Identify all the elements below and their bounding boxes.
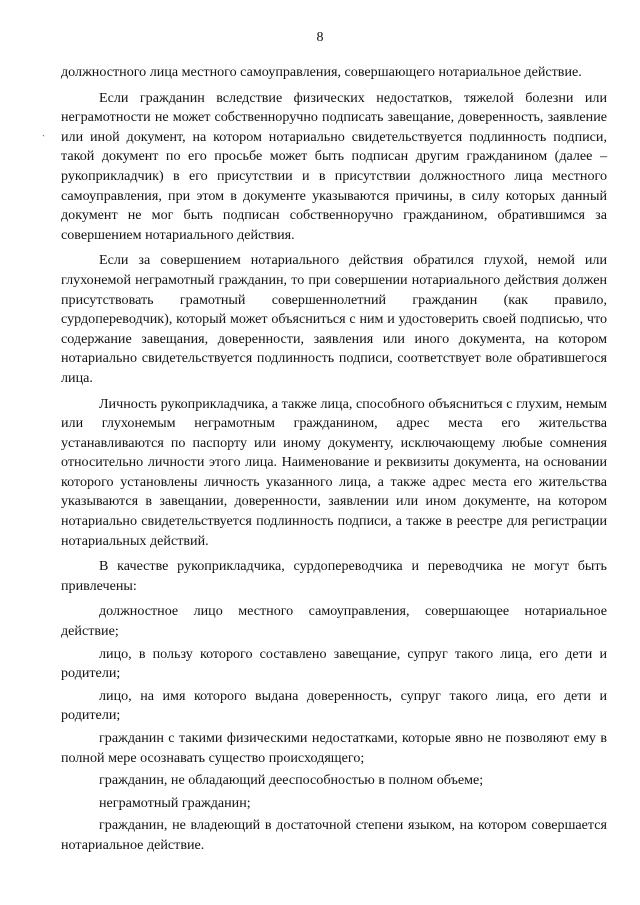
paragraph-cannot-be-involved: В качестве рукоприкладчика, сурдопереводчика и переводчика не могут быть привлечены: <box>61 558 607 594</box>
margin-tick-mark: ˏ <box>42 126 46 137</box>
paragraph-signature-by-proxy: Если гражданин вследствие физических недостатков, тяжелой болезни или неграмотности не может собственноручно подписать завещание, доверенность, заявление или иной документ, на котором нотариально свидетельствуется подлинность подписи, такой документ по его просьбе может быть подписан другим гражданином (далее – рукоприкладчик) в его присутствии и в присутствии должностного лица местного самоуправления, при этом в документе указываются причины, в силу которых данный документ не мог быть подписан собственноручно гражданином, обратившимся за совершением нотариального действия. <box>61 89 607 243</box>
paragraph-identity-verification: Личность рукоприкладчика, а также лица, способного объясниться с глухим, немым или глухонемым неграмотным гражданином, адрес места его жительства устанавливаются по паспорту или иному документу, исключающему любые сомнения относительно личности этого лица. Наименование и реквизиты документа, на основании которого установлены личность указанного лица, а также адрес места его жительства указываются в завещании, доверенности, заявлении или ином документе, на котором нотариально свидетельствуется подлинность подписи, а также в реестре для регистрации нотариальных действий. <box>61 395 607 549</box>
list-item: лицо, на имя которого выдана доверенность, супруг такого лица, его дети и родители; <box>61 687 607 724</box>
document-body <box>61 63 607 859</box>
list-item: гражданин, не владеющий в достаточной степени языком, на котором совершается нотариальное действие. <box>61 817 607 853</box>
list-item: гражданин с такими физическими недостатками, которые явно не позволяют ему в полной мере осознавать существо происходящего; <box>61 730 607 766</box>
list-item: должностное лицо местного самоуправления, совершающее нотариальное действие; <box>61 603 607 640</box>
paragraph-deaf-mute-citizen: Если за совершением нотариального действия обратился глухой, немой или глухонемой неграмотный гражданин, то при совершении нотариального действия должен присутствовать грамотный совершеннолетний гражданин (как правило, сурдопереводчик), который может объясниться с ним и удостоверить своей подписью, что содержание завещания, доверенности, заявления или иного документа, на котором нотариально свидетельствуется подлинность подписи, соответствует воле обратившегося лица. <box>61 252 607 386</box>
list-item: лицо, в пользу которого составлено завещание, супруг такого лица, его дети и родители; <box>61 645 607 682</box>
list-item: гражданин, не обладающий дееспособностью в полном объеме; <box>99 772 484 789</box>
list-item: неграмотный гражданин; <box>99 794 251 811</box>
page-number: 8 <box>316 30 324 45</box>
paragraph-continuation: должностного лица местного самоуправления, совершающего нотариальное действие. <box>61 64 582 80</box>
